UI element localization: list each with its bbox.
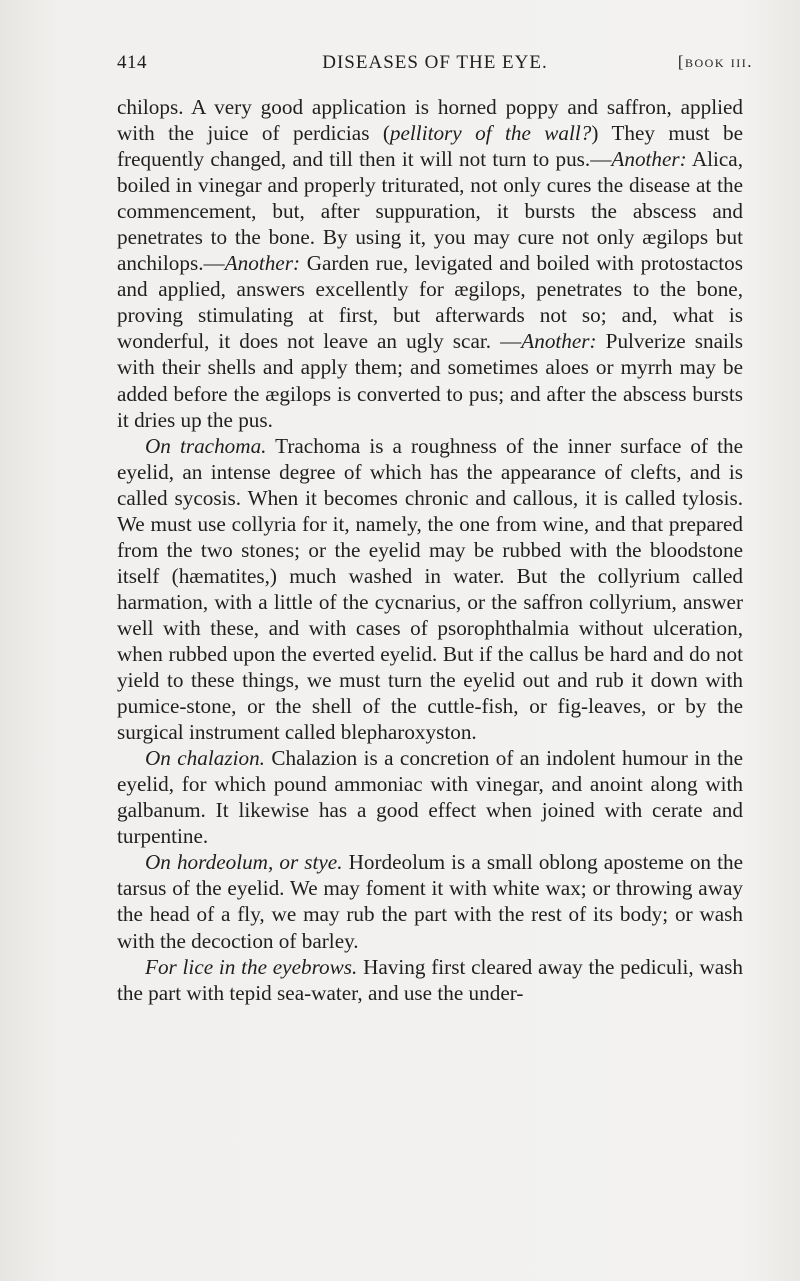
text-run: ) They must be frequently changed, and till then it will not turn to pus.— (117, 121, 743, 172)
text-run: Alica, boiled in vinegar and properly triturated, not only cures the disease at the commencement, but, after suppuration, it bursts the abscess and penetrates to the bone. By using it, you may cure not only ægilops but anchilops.— (117, 147, 743, 276)
running-title: DISEASES OF THE EYE. (322, 52, 548, 73)
running-header (117, 52, 753, 82)
paragraph-text: Trachoma is a roughness of the inner surface of the eyelid, an intense degree of which has the appearance of clefts, and is called sycosis. When it becomes chronic and callous, it is called tylosis. We must use collyria for it, namely, the one from wine, and that prepared from the two stones; or the eyelid may be rubbed with the bloodstone itself (hæmatites,) much washed in water. But the collyrium called harmation, with a little of the cycnarius, or the saffron collyrium, answer well with these, and with cases of psorophthalmia without ulceration, when rubbed upon the everted eyelid. But if the callus be hard and do not yield to these things, we must turn the eyelid out and rub it down with pumice-stone, or the shell of the cuttle-fish, or fig-leaves, or by the surgical instrument called blepharoxyston. (117, 433, 744, 745)
italic-another: Another: (521, 329, 597, 354)
text-run: chilops. A very good application is horned poppy and saffron, applied with the juice of perdicias ( (117, 95, 743, 146)
paragraph-text: Hordeolum is a small oblong aposteme on the tarsus of the eyelid. We may foment it with white wax; or throwing away the head of a fly, we may rub the part with the rest of its body; or wash with the decoction of barley. (117, 850, 743, 953)
paragraph-aegilops-continued (117, 94, 743, 433)
page-body (117, 94, 743, 1006)
section-heading-eyebrow-lice: For lice in the eyebrows. (145, 954, 358, 979)
italic-another: Another: (224, 251, 301, 276)
book-label (678, 52, 753, 72)
italic-gloss: pellitory of the wall? (389, 121, 592, 146)
paragraph-chalazion (117, 745, 743, 849)
paragraph-trachoma (117, 433, 743, 746)
italic-another: Another: (611, 147, 687, 172)
book-bracket: [ (677, 52, 685, 71)
section-heading-hordeolum: On hordeolum, or stye. (145, 850, 343, 875)
paragraph-eyebrow-lice (117, 954, 743, 1006)
section-heading-trachoma: On trachoma. (145, 433, 267, 458)
text-run: Pulverize snails with their shells and apply them; and sometimes aloes or myrrh may be added before the ægilops is converted to pus; and after the abscess bursts it dries up the pus. (117, 329, 743, 432)
paragraph-text: Having first cleared away the pediculi, wash the part with tepid sea-water, and use the under- (117, 954, 743, 1005)
section-heading-chalazion: On chalazion. (145, 746, 265, 771)
book-label-text: book iii. (685, 52, 753, 71)
paragraph-text: Chalazion is a concretion of an indolent humour in the eyelid, for which pound ammoniac with vinegar, and anoint along with galbanum. It likewise has a good effect when joined with cerate and turpentine. (117, 746, 743, 849)
page-number: 414 (117, 52, 147, 73)
text-run: Garden rue, levigated and boiled with protostactos and applied, answers excellently for ægilops, penetrates to the bone, proving stimulating at first, but afterwards not so; and, what is wonderful, it does not leave an ugly scar. — (117, 251, 743, 354)
paragraph-hordeolum (117, 849, 743, 953)
